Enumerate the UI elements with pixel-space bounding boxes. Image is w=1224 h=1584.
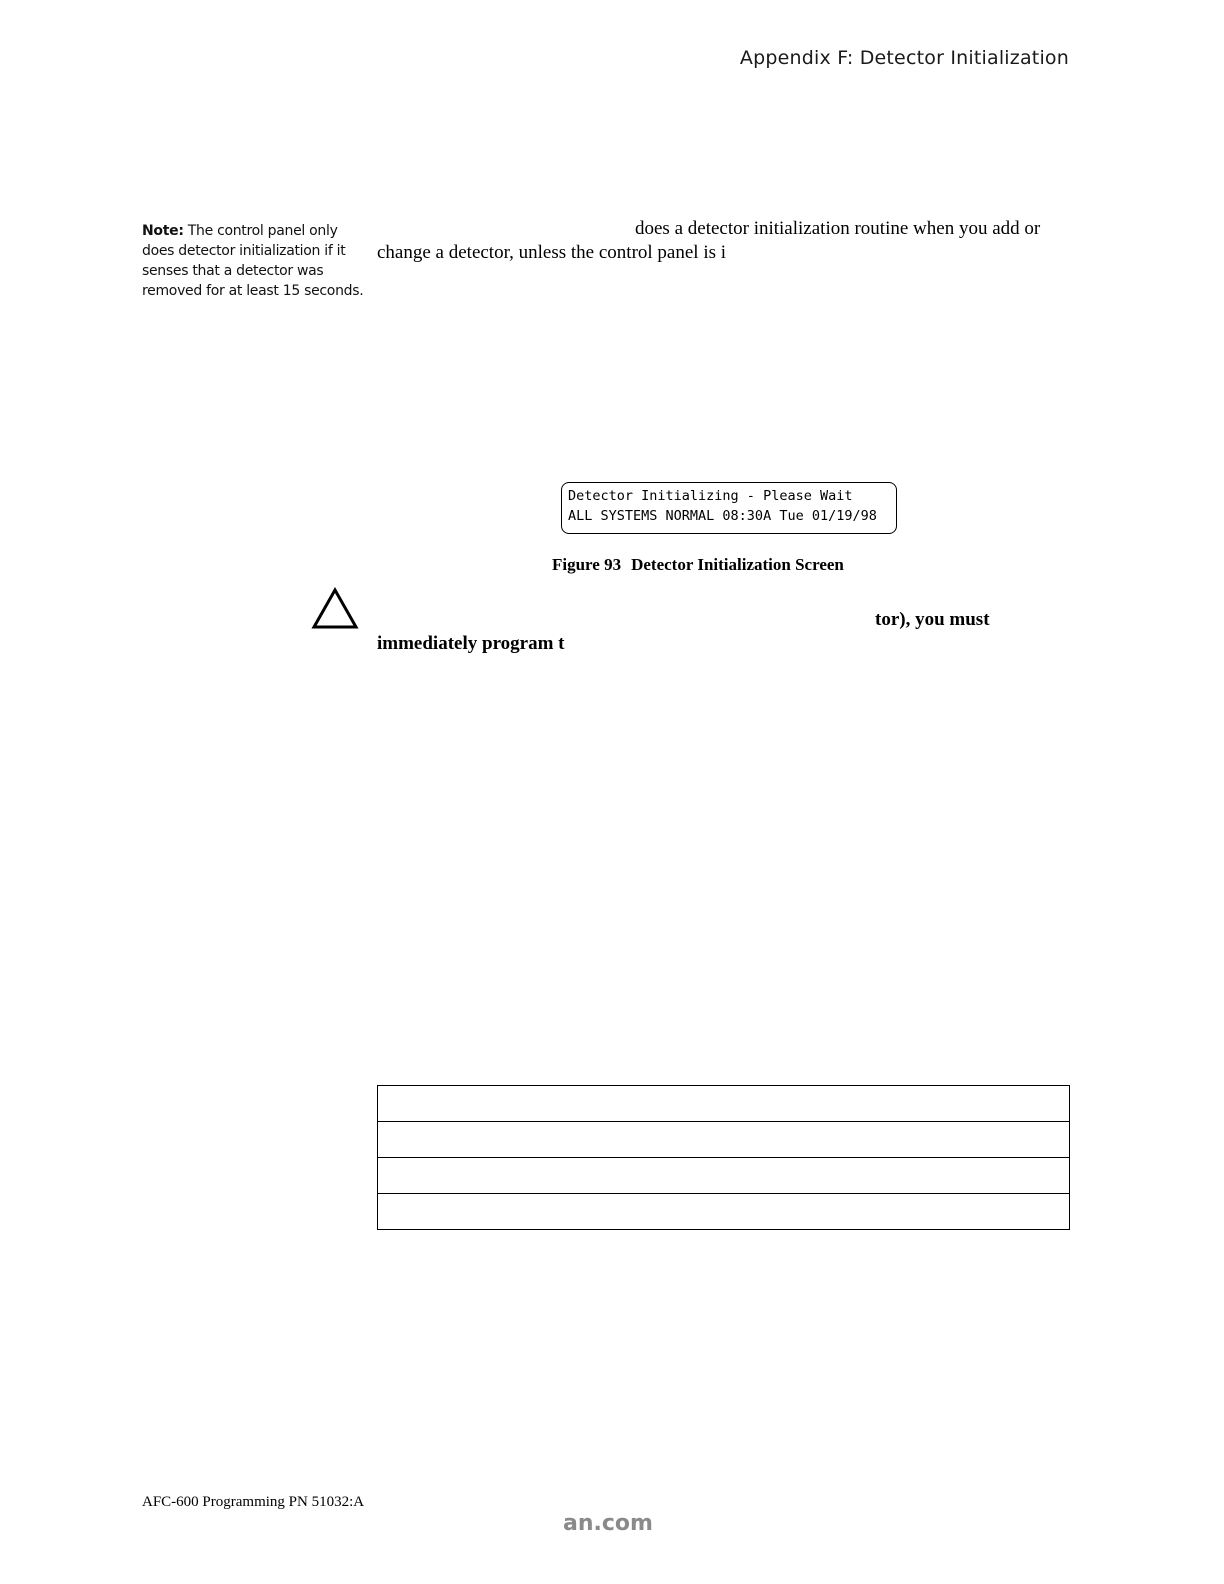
warning-text-line-2: immediately program t — [377, 633, 565, 654]
table-row — [378, 1086, 1070, 1122]
figure-caption — [552, 555, 844, 575]
warning-triangle-icon — [311, 587, 359, 630]
side-note — [142, 221, 364, 301]
figure-number: Figure 93 — [552, 555, 622, 574]
watermark-text: an.com — [563, 1511, 653, 1536]
empty-table — [377, 1085, 1070, 1230]
figure-title: Detector Initialization Screen — [631, 555, 844, 574]
table-row — [378, 1158, 1070, 1194]
table-cell — [378, 1122, 1070, 1158]
table-row — [378, 1122, 1070, 1158]
table-cell — [378, 1086, 1070, 1122]
table-cell — [378, 1158, 1070, 1194]
page-footer: AFC-600 Programming PN 51032:A — [142, 1494, 365, 1510]
lcd-line-1: Detector Initializing - Please Wait — [568, 488, 853, 504]
lcd-display-screen — [561, 482, 897, 534]
table-cell — [378, 1194, 1070, 1230]
warning-text-line-1: tor), you must — [875, 609, 990, 630]
note-text: The control panel only does detector initialization if it senses that a detector was removed for at least 15 seconds. — [142, 223, 364, 299]
note-label: Note: — [142, 223, 184, 239]
body-text-line-1: does a detector initialization routine when you add or — [635, 218, 1041, 239]
lcd-line-2: ALL SYSTEMS NORMAL 08:30A Tue 01/19/98 — [568, 508, 877, 524]
page-header-title: Appendix F: Detector Initialization — [739, 47, 1069, 69]
table-row — [378, 1194, 1070, 1230]
body-text-line-2: change a detector, unless the control panel is i — [377, 242, 727, 263]
